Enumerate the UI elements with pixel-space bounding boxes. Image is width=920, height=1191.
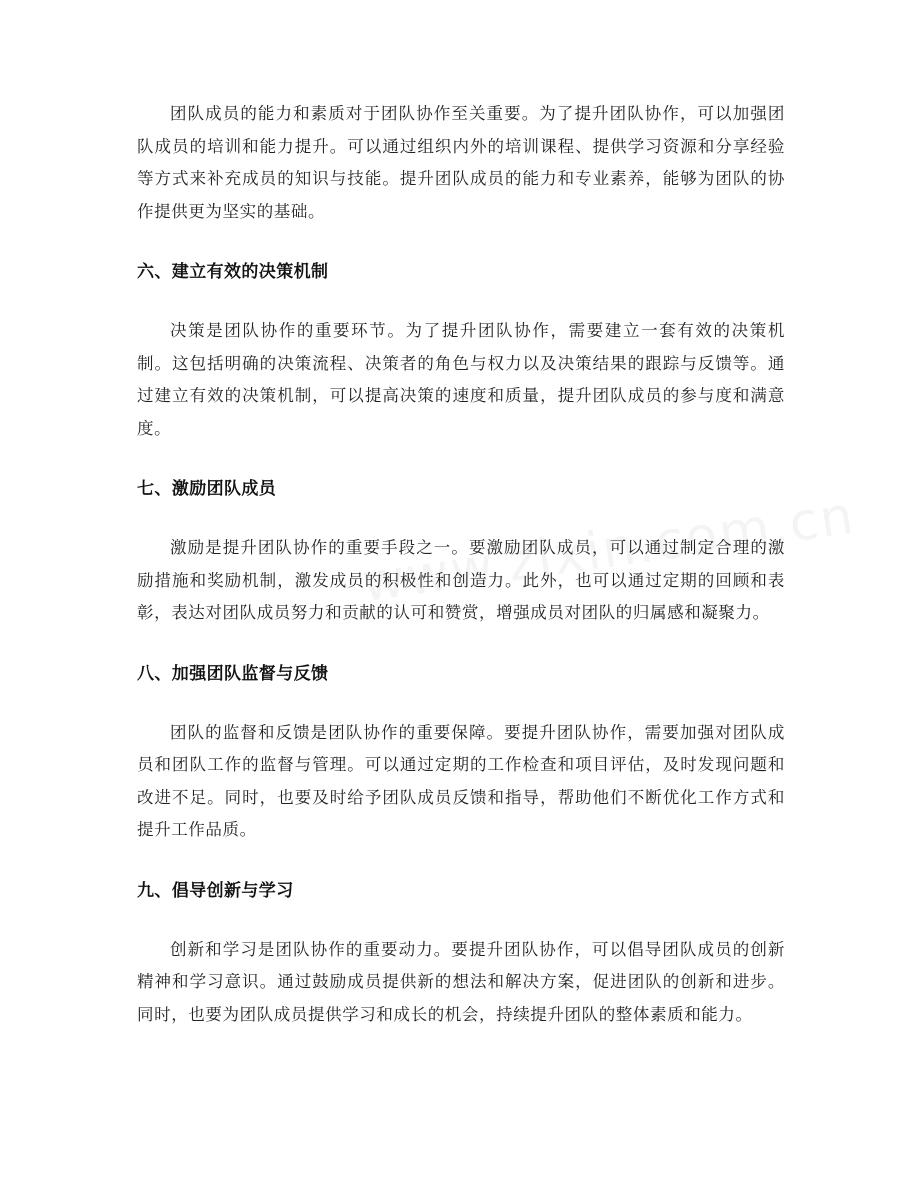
- section-heading-9: 九、倡导创新与学习: [137, 880, 294, 901]
- section-paragraph-9: 创新和学习是团队协作的重要动力。要提升团队协作，可以倡导团队成员的创新精神和学习意识。通过鼓励成员提供新的想法和解决方案，促进团队的创新和进步。同时，也要为团队成员提供学习和成长的机会，持续提升团队的整体素质和能力。: [137, 939, 785, 1024]
- section-heading-7: 七、激励团队成员: [137, 479, 277, 499]
- section-heading-6: 六、建立有效的决策机制: [137, 262, 329, 282]
- document-page: [137, 98, 785, 1031]
- section-paragraph-7: 激励是提升团队协作的重要手段之一。要激励团队成员，可以通过制定合理的激励措施和奖励机制，激发成员的积极性和创造力。此外，也可以通过定期的回顾和表彰，表达对团队成员努力和贡献的认可和赞赏，增强成员对团队的归属感和凝聚力。: [137, 538, 785, 622]
- section-paragraph-8: 团队的监督和反馈是团队协作的重要保障。要提升团队协作，需要加强对团队成员和团队工作的监督与管理。可以通过定期的工作检查和项目评估，及时发现问题和改进不足。同时，也要及时给予团队成员反馈和指导，帮助他们不断优化工作方式和提升工作品质。: [137, 722, 785, 839]
- section-paragraph-6: 决策是团队协作的重要环节。为了提升团队协作，需要建立一套有效的决策机制。这包括明确的决策流程、决策者的角色与权力以及决策结果的跟踪与反馈等。通过建立有效的决策机制，可以提高决策的速度和质量，提升团队成员的参与度和满意度。: [137, 321, 785, 438]
- section-heading-8: 八、加强团队监督与反馈: [137, 663, 329, 684]
- intro-paragraph: 团队成员的能力和素质对于团队协作至关重要。为了提升团队协作，可以加强团队成员的培训和能力提升。可以通过组织内外的培训课程、提供学习资源和分享经验等方式来补充成员的知识与技能。提升团队成员的能力和专业素养，能够为团队的协作提供更为坚实的基础。: [137, 104, 785, 221]
